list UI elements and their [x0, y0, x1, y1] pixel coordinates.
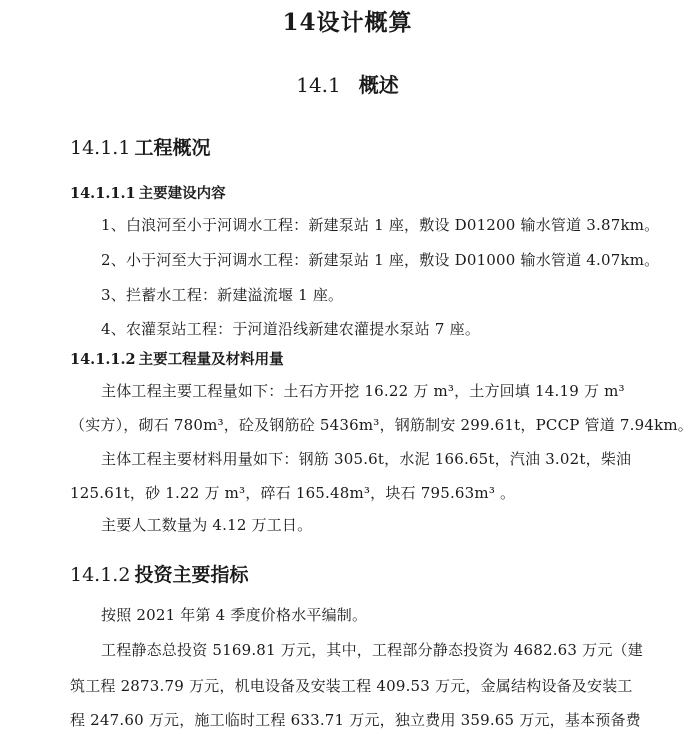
paragraph-line: 2、小于河至大于河调水工程：新建泵站 1 座，敷设 D01000 输水管道 4.07km。: [101, 251, 660, 269]
subsection-number: 14.1.2: [70, 564, 131, 586]
section-number: 14.1: [296, 73, 341, 97]
paragraph-line: 按照 2021 年第 4 季度价格水平编制。: [101, 606, 368, 624]
paragraph-line: 主体工程主要工程量如下：土石方开挖 16.22 万 m³，土方回填 14.19 万 m³: [101, 382, 625, 400]
paragraph-line: （实方），砌石 780m³，砼及钢筋砼 5436m³，钢筋制安 299.61t，PCCP 管道 7.94km。: [70, 416, 693, 434]
item-title: 主要建设内容: [138, 185, 226, 202]
section-heading: [0, 69, 695, 98]
subsection-title: 工程概况: [134, 137, 211, 159]
paragraph-line: 主体工程主要材料用量如下：钢筋 305.6t，水泥 166.65t，汽油 3.02t，柴油: [101, 450, 632, 468]
item-number: 14.1.1.2: [70, 351, 136, 368]
subsection-heading-1: [70, 133, 210, 160]
paragraph-line: 筑工程 2873.79 万元，机电设备及安装工程 409.53 万元，金属结构设备及安装工: [70, 677, 633, 695]
section-title: 概述: [358, 73, 399, 97]
subsection-heading-2: [70, 560, 248, 587]
paragraph-line: 主要人工数量为 4.12 万工日。: [101, 516, 313, 534]
paragraph-line: 工程静态总投资 5169.81 万元，其中，工程部分静态投资为 4682.63 万元（建: [101, 641, 643, 659]
paragraph-line: 1、白浪河至小于河调水工程：新建泵站 1 座，敷设 D01200 输水管道 3.87km。: [101, 216, 660, 234]
paragraph-line: 125.61t，砂 1.22 万 m³，碎石 165.48m³，块石 795.63m³ 。: [70, 484, 516, 502]
item-heading-1: [70, 182, 226, 203]
paragraph-line: 程 247.60 万元，施工临时工程 633.71 万元，独立费用 359.65 万元，基本预备费: [70, 711, 641, 729]
paragraph-line: 3、拦蓄水工程：新建溢流堰 1 座。: [101, 286, 344, 304]
chapter-title: 14设计概算: [282, 9, 413, 36]
paragraph-line: 4、农灌泵站工程：于河道沿线新建农灌提水泵站 7 座。: [101, 320, 481, 338]
item-heading-2: [70, 348, 284, 369]
item-number: 14.1.1.1: [70, 185, 136, 202]
item-title: 主要工程量及材料用量: [138, 351, 284, 368]
subsection-title: 投资主要指标: [134, 564, 249, 586]
subsection-number: 14.1.1: [70, 137, 131, 159]
